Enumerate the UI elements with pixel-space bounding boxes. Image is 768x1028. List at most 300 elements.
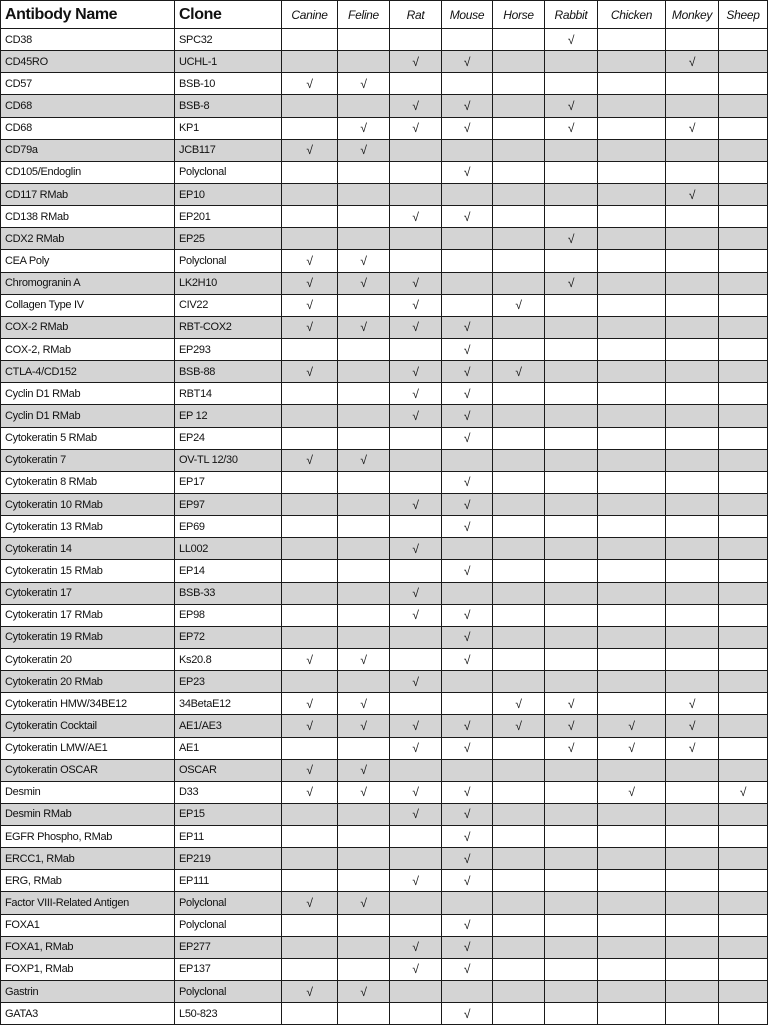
check-mark-icon: √: [688, 741, 696, 756]
reactivity-cell-canine: [282, 427, 338, 449]
table-row: [1, 516, 768, 538]
reactivity-cell-sheep: [719, 870, 768, 892]
reactivity-cell-sheep: [719, 161, 768, 183]
antibody-name-cell: COX-2, RMab: [1, 338, 175, 360]
reactivity-cell-rabbit: [545, 516, 598, 538]
antibody-name-cell: FOXA1: [1, 914, 175, 936]
reactivity-cell-horse: [493, 715, 545, 737]
reactivity-cell-monkey: [666, 139, 719, 161]
reactivity-cell-chicken: [598, 582, 666, 604]
reactivity-cell-rabbit: [545, 117, 598, 139]
check-mark-icon: √: [515, 718, 522, 733]
reactivity-cell-mouse: [442, 781, 493, 803]
reactivity-cell-canine: [282, 737, 338, 759]
reactivity-cell-rat: [390, 250, 442, 272]
reactivity-cell-mouse: [442, 715, 493, 737]
reactivity-cell-rabbit: [545, 316, 598, 338]
reactivity-cell-mouse: [442, 870, 493, 892]
reactivity-cell-feline: [338, 427, 390, 449]
antibody-name-cell: CD79a: [1, 139, 175, 161]
reactivity-cell-canine: [282, 250, 338, 272]
reactivity-cell-sheep: [719, 516, 768, 538]
check-mark-icon: √: [306, 276, 313, 291]
reactivity-cell-canine: [282, 95, 338, 117]
check-mark-icon: √: [628, 718, 635, 733]
reactivity-cell-feline: [338, 826, 390, 848]
reactivity-cell-horse: [493, 294, 545, 316]
reactivity-cell-rat: [390, 737, 442, 759]
reactivity-cell-feline: [338, 936, 390, 958]
reactivity-cell-rat: [390, 1003, 442, 1025]
reactivity-cell-rabbit: [545, 803, 598, 825]
clone-cell: RBT14: [175, 383, 282, 405]
reactivity-cell-mouse: [442, 604, 493, 626]
reactivity-cell-horse: [493, 892, 545, 914]
antibody-name-cell: Cytokeratin 8 RMab: [1, 471, 175, 493]
table-row: [1, 759, 768, 781]
reactivity-cell-chicken: [598, 870, 666, 892]
reactivity-cell-feline: [338, 582, 390, 604]
table-row: [1, 604, 768, 626]
reactivity-cell-rat: [390, 981, 442, 1003]
clone-cell: BSB-8: [175, 95, 282, 117]
reactivity-cell-monkey: [666, 582, 719, 604]
antibody-name-cell: Cytokeratin 5 RMab: [1, 427, 175, 449]
reactivity-cell-feline: [338, 648, 390, 670]
reactivity-cell-feline: [338, 228, 390, 250]
reactivity-cell-mouse: [442, 427, 493, 449]
reactivity-cell-monkey: [666, 936, 719, 958]
reactivity-cell-rat: [390, 183, 442, 205]
reactivity-cell-rabbit: [545, 715, 598, 737]
reactivity-cell-horse: [493, 405, 545, 427]
reactivity-cell-canine: [282, 516, 338, 538]
reactivity-cell-feline: [338, 892, 390, 914]
reactivity-cell-rat: [390, 95, 442, 117]
reactivity-cell-horse: [493, 936, 545, 958]
reactivity-cell-horse: [493, 183, 545, 205]
table-row: [1, 914, 768, 936]
table-row: [1, 493, 768, 515]
reactivity-cell-monkey: [666, 981, 719, 1003]
check-mark-icon: √: [463, 940, 471, 955]
antibody-name-cell: CD117 RMab: [1, 183, 175, 205]
reactivity-cell-rat: [390, 803, 442, 825]
table-row: [1, 449, 768, 471]
reactivity-cell-feline: [338, 693, 390, 715]
column-header-sheep: Sheep: [719, 1, 768, 29]
check-mark-icon: √: [463, 320, 471, 335]
antibody-name-cell: Desmin: [1, 781, 175, 803]
clone-cell: OSCAR: [175, 759, 282, 781]
reactivity-cell-chicken: [598, 560, 666, 582]
reactivity-cell-feline: [338, 73, 390, 95]
check-mark-icon: √: [412, 98, 419, 113]
reactivity-cell-monkey: [666, 604, 719, 626]
reactivity-cell-horse: [493, 648, 545, 670]
check-mark-icon: √: [463, 98, 471, 113]
reactivity-cell-canine: [282, 648, 338, 670]
clone-cell: SPC32: [175, 29, 282, 51]
reactivity-cell-mouse: [442, 914, 493, 936]
reactivity-cell-rabbit: [545, 560, 598, 582]
reactivity-cell-chicken: [598, 648, 666, 670]
check-mark-icon: √: [412, 785, 419, 800]
reactivity-cell-monkey: [666, 737, 719, 759]
reactivity-cell-chicken: [598, 914, 666, 936]
table-row: [1, 936, 768, 958]
reactivity-cell-feline: [338, 117, 390, 139]
check-mark-icon: √: [306, 453, 313, 468]
reactivity-cell-rat: [390, 405, 442, 427]
reactivity-cell-sheep: [719, 560, 768, 582]
check-mark-icon: √: [360, 121, 367, 136]
reactivity-cell-monkey: [666, 626, 719, 648]
clone-cell: AE1/AE3: [175, 715, 282, 737]
reactivity-cell-feline: [338, 715, 390, 737]
reactivity-cell-monkey: [666, 51, 719, 73]
reactivity-cell-rabbit: [545, 206, 598, 228]
antibody-name-cell: Cytokeratin 17 RMab: [1, 604, 175, 626]
column-header-antibody-name: Antibody Name: [1, 1, 175, 29]
check-mark-icon: √: [688, 54, 696, 69]
reactivity-cell-horse: [493, 958, 545, 980]
reactivity-cell-chicken: [598, 250, 666, 272]
clone-cell: RBT-COX2: [175, 316, 282, 338]
antibody-name-cell: Cytokeratin 10 RMab: [1, 493, 175, 515]
table-row: [1, 139, 768, 161]
reactivity-cell-horse: [493, 848, 545, 870]
check-mark-icon: √: [463, 962, 471, 977]
table-row: [1, 715, 768, 737]
reactivity-cell-sheep: [719, 493, 768, 515]
reactivity-cell-horse: [493, 626, 545, 648]
reactivity-cell-horse: [493, 29, 545, 51]
reactivity-cell-monkey: [666, 95, 719, 117]
reactivity-cell-monkey: [666, 29, 719, 51]
reactivity-cell-canine: [282, 29, 338, 51]
reactivity-cell-chicken: [598, 73, 666, 95]
reactivity-cell-monkey: [666, 826, 719, 848]
clone-cell: L50-823: [175, 1003, 282, 1025]
reactivity-cell-rabbit: [545, 604, 598, 626]
reactivity-cell-rat: [390, 604, 442, 626]
reactivity-cell-canine: [282, 294, 338, 316]
clone-cell: LL002: [175, 538, 282, 560]
reactivity-cell-rabbit: [545, 981, 598, 1003]
column-header-mouse: Mouse: [442, 1, 493, 29]
reactivity-cell-canine: [282, 715, 338, 737]
reactivity-cell-chicken: [598, 1003, 666, 1025]
antibody-name-cell: Desmin RMab: [1, 803, 175, 825]
check-mark-icon: √: [306, 320, 313, 335]
reactivity-cell-rat: [390, 51, 442, 73]
reactivity-cell-rabbit: [545, 870, 598, 892]
clone-cell: EP293: [175, 338, 282, 360]
reactivity-cell-canine: [282, 183, 338, 205]
check-mark-icon: √: [306, 696, 313, 711]
table-row: [1, 781, 768, 803]
reactivity-cell-rat: [390, 958, 442, 980]
table-body: [1, 29, 768, 1025]
reactivity-cell-chicken: [598, 183, 666, 205]
antibody-name-cell: CD45RO: [1, 51, 175, 73]
table-row: [1, 427, 768, 449]
antibody-name-cell: CD68: [1, 95, 175, 117]
reactivity-cell-rat: [390, 582, 442, 604]
reactivity-cell-horse: [493, 427, 545, 449]
reactivity-cell-rabbit: [545, 427, 598, 449]
reactivity-cell-rabbit: [545, 361, 598, 383]
reactivity-cell-rat: [390, 139, 442, 161]
table-row: [1, 538, 768, 560]
check-mark-icon: √: [463, 718, 471, 733]
reactivity-cell-mouse: [442, 161, 493, 183]
reactivity-cell-mouse: [442, 516, 493, 538]
reactivity-cell-sheep: [719, 51, 768, 73]
reactivity-cell-rabbit: [545, 493, 598, 515]
check-mark-icon: √: [412, 209, 419, 224]
reactivity-cell-sheep: [719, 117, 768, 139]
reactivity-cell-rabbit: [545, 294, 598, 316]
reactivity-cell-horse: [493, 206, 545, 228]
reactivity-cell-rabbit: [545, 936, 598, 958]
check-mark-icon: √: [567, 718, 575, 733]
check-mark-icon: √: [412, 718, 419, 733]
reactivity-cell-rat: [390, 648, 442, 670]
reactivity-cell-sheep: [719, 449, 768, 471]
reactivity-cell-rat: [390, 161, 442, 183]
reactivity-cell-chicken: [598, 471, 666, 493]
reactivity-cell-monkey: [666, 250, 719, 272]
reactivity-cell-monkey: [666, 693, 719, 715]
reactivity-cell-horse: [493, 250, 545, 272]
reactivity-cell-chicken: [598, 361, 666, 383]
reactivity-cell-monkey: [666, 848, 719, 870]
reactivity-cell-rat: [390, 715, 442, 737]
reactivity-cell-horse: [493, 560, 545, 582]
clone-cell: EP23: [175, 671, 282, 693]
reactivity-cell-horse: [493, 449, 545, 471]
check-mark-icon: √: [463, 608, 471, 623]
check-mark-icon: √: [515, 298, 522, 313]
reactivity-cell-sheep: [719, 582, 768, 604]
check-mark-icon: √: [463, 630, 471, 645]
antibody-name-cell: Cytokeratin 7: [1, 449, 175, 471]
check-mark-icon: √: [515, 696, 522, 711]
reactivity-cell-monkey: [666, 73, 719, 95]
reactivity-cell-sheep: [719, 715, 768, 737]
table-row: [1, 73, 768, 95]
reactivity-cell-canine: [282, 206, 338, 228]
reactivity-cell-sheep: [719, 803, 768, 825]
reactivity-cell-chicken: [598, 826, 666, 848]
check-mark-icon: √: [360, 696, 367, 711]
check-mark-icon: √: [567, 741, 575, 756]
reactivity-cell-rabbit: [545, 958, 598, 980]
check-mark-icon: √: [412, 364, 419, 379]
check-mark-icon: √: [360, 652, 367, 667]
table-row: [1, 361, 768, 383]
check-mark-icon: √: [463, 785, 471, 800]
reactivity-cell-mouse: [442, 250, 493, 272]
reactivity-cell-mouse: [442, 73, 493, 95]
reactivity-cell-rabbit: [545, 51, 598, 73]
reactivity-cell-canine: [282, 139, 338, 161]
check-mark-icon: √: [306, 364, 313, 379]
reactivity-cell-mouse: [442, 958, 493, 980]
reactivity-cell-chicken: [598, 228, 666, 250]
reactivity-cell-mouse: [442, 582, 493, 604]
reactivity-cell-mouse: [442, 95, 493, 117]
check-mark-icon: √: [360, 453, 367, 468]
check-mark-icon: √: [567, 696, 575, 711]
reactivity-cell-rabbit: [545, 781, 598, 803]
reactivity-cell-chicken: [598, 51, 666, 73]
reactivity-cell-mouse: [442, 272, 493, 294]
reactivity-cell-horse: [493, 51, 545, 73]
antibody-name-cell: Cytokeratin 20: [1, 648, 175, 670]
reactivity-cell-horse: [493, 1003, 545, 1025]
reactivity-cell-canine: [282, 338, 338, 360]
reactivity-cell-rat: [390, 671, 442, 693]
reactivity-cell-monkey: [666, 516, 719, 538]
reactivity-cell-canine: [282, 892, 338, 914]
reactivity-cell-rat: [390, 493, 442, 515]
reactivity-cell-sheep: [719, 316, 768, 338]
reactivity-cell-monkey: [666, 648, 719, 670]
check-mark-icon: √: [688, 718, 696, 733]
reactivity-cell-sheep: [719, 759, 768, 781]
reactivity-cell-canine: [282, 958, 338, 980]
check-mark-icon: √: [306, 896, 313, 911]
reactivity-cell-feline: [338, 139, 390, 161]
reactivity-cell-canine: [282, 848, 338, 870]
reactivity-cell-feline: [338, 338, 390, 360]
reactivity-cell-chicken: [598, 759, 666, 781]
reactivity-cell-canine: [282, 626, 338, 648]
reactivity-cell-canine: [282, 981, 338, 1003]
reactivity-cell-monkey: [666, 493, 719, 515]
antibody-name-cell: Cytokeratin 13 RMab: [1, 516, 175, 538]
reactivity-cell-chicken: [598, 272, 666, 294]
reactivity-cell-rabbit: [545, 892, 598, 914]
check-mark-icon: √: [463, 54, 471, 69]
reactivity-cell-mouse: [442, 759, 493, 781]
clone-cell: EP17: [175, 471, 282, 493]
reactivity-cell-horse: [493, 139, 545, 161]
reactivity-cell-canine: [282, 272, 338, 294]
reactivity-cell-rat: [390, 29, 442, 51]
reactivity-cell-feline: [338, 981, 390, 1003]
reactivity-cell-rat: [390, 206, 442, 228]
reactivity-cell-rat: [390, 427, 442, 449]
reactivity-cell-rabbit: [545, 648, 598, 670]
check-mark-icon: √: [463, 873, 471, 888]
clone-cell: Polyclonal: [175, 914, 282, 936]
check-mark-icon: √: [628, 741, 635, 756]
reactivity-cell-horse: [493, 516, 545, 538]
reactivity-cell-chicken: [598, 604, 666, 626]
check-mark-icon: √: [463, 652, 471, 667]
reactivity-cell-canine: [282, 826, 338, 848]
check-mark-icon: √: [306, 298, 313, 313]
clone-cell: JCB117: [175, 139, 282, 161]
clone-cell: UCHL-1: [175, 51, 282, 73]
table-row: [1, 51, 768, 73]
reactivity-cell-feline: [338, 383, 390, 405]
reactivity-cell-mouse: [442, 848, 493, 870]
reactivity-cell-rat: [390, 73, 442, 95]
clone-cell: EP 12: [175, 405, 282, 427]
antibody-name-cell: CDX2 RMab: [1, 228, 175, 250]
table-row: [1, 648, 768, 670]
reactivity-cell-feline: [338, 671, 390, 693]
reactivity-cell-feline: [338, 250, 390, 272]
reactivity-cell-sheep: [719, 272, 768, 294]
antibody-name-cell: CEA Poly: [1, 250, 175, 272]
antibody-name-cell: CD138 RMab: [1, 206, 175, 228]
check-mark-icon: √: [412, 586, 419, 601]
reactivity-cell-rabbit: [545, 449, 598, 471]
check-mark-icon: √: [306, 652, 313, 667]
reactivity-cell-feline: [338, 471, 390, 493]
reactivity-cell-canine: [282, 228, 338, 250]
reactivity-cell-monkey: [666, 383, 719, 405]
antibody-name-cell: FOXA1, RMab: [1, 936, 175, 958]
reactivity-cell-canine: [282, 405, 338, 427]
reactivity-cell-horse: [493, 117, 545, 139]
reactivity-cell-horse: [493, 803, 545, 825]
table-row: [1, 294, 768, 316]
check-mark-icon: √: [306, 143, 313, 158]
reactivity-cell-canine: [282, 493, 338, 515]
reactivity-cell-mouse: [442, 117, 493, 139]
table-row: [1, 161, 768, 183]
reactivity-cell-mouse: [442, 383, 493, 405]
reactivity-cell-rabbit: [545, 538, 598, 560]
check-mark-icon: √: [567, 276, 575, 291]
reactivity-cell-chicken: [598, 958, 666, 980]
clone-cell: LK2H10: [175, 272, 282, 294]
check-mark-icon: √: [688, 187, 696, 202]
column-header-canine: Canine: [282, 1, 338, 29]
reactivity-cell-horse: [493, 671, 545, 693]
clone-cell: BSB-10: [175, 73, 282, 95]
reactivity-cell-rat: [390, 781, 442, 803]
reactivity-cell-rabbit: [545, 73, 598, 95]
reactivity-cell-chicken: [598, 737, 666, 759]
table-row: [1, 671, 768, 693]
reactivity-cell-canine: [282, 161, 338, 183]
reactivity-cell-monkey: [666, 316, 719, 338]
reactivity-cell-canine: [282, 471, 338, 493]
reactivity-cell-sheep: [719, 892, 768, 914]
clone-cell: EP72: [175, 626, 282, 648]
reactivity-cell-sheep: [719, 338, 768, 360]
check-mark-icon: √: [412, 541, 419, 556]
check-mark-icon: √: [360, 785, 367, 800]
reactivity-cell-feline: [338, 958, 390, 980]
reactivity-cell-rabbit: [545, 759, 598, 781]
reactivity-cell-sheep: [719, 848, 768, 870]
reactivity-cell-monkey: [666, 803, 719, 825]
reactivity-cell-rat: [390, 272, 442, 294]
reactivity-cell-sheep: [719, 427, 768, 449]
reactivity-cell-monkey: [666, 338, 719, 360]
reactivity-cell-rabbit: [545, 626, 598, 648]
antibody-name-cell: EGFR Phospho, RMab: [1, 826, 175, 848]
